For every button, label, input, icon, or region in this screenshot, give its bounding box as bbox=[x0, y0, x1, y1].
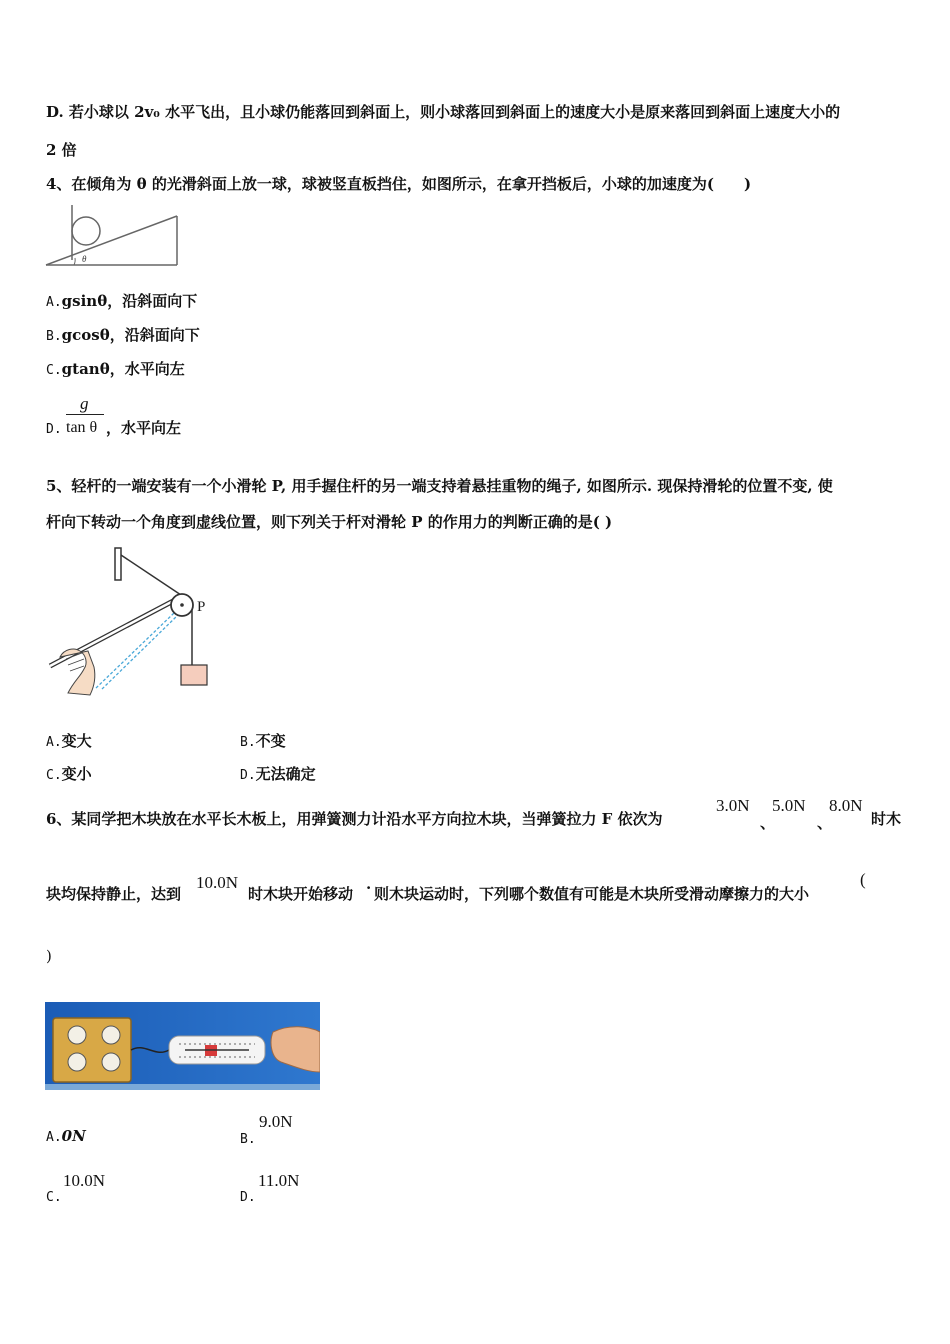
weight-3 bbox=[68, 1053, 86, 1071]
q4-option-a[interactable] bbox=[46, 291, 197, 313]
q6-force-value-3: 8.0N bbox=[829, 796, 863, 815]
q5-option-a[interactable]: A.变大 bbox=[46, 732, 92, 750]
option-text: gcosθ，沿斜面向下 bbox=[61, 326, 200, 344]
q5-stem-line2: 杆向下转动一个角度到虚线位置，则下列关于杆对滑轮 P 的作用力的判断正确的是( ) bbox=[46, 513, 613, 531]
q3-option-d-line1: D. 若小球以 2v₀ 水平飞出，且小球仍能落回到斜面上，则小球落回到斜面上的速度大小是原来落回到斜面上速度大小的 bbox=[46, 103, 841, 121]
option-text: gtanθ，水平向左 bbox=[61, 360, 185, 378]
q6-stem-line2-mid: 时木块开始移动 bbox=[248, 885, 354, 903]
q5-option-b[interactable]: B.不变 bbox=[240, 732, 286, 750]
q6-stem-line1-end: 时木 bbox=[871, 810, 902, 828]
q6-stem-line2-end: 则木块运动时，下列哪个数值有可能是木块所受滑动摩擦力的大小 bbox=[374, 885, 810, 903]
q5-pulley-figure bbox=[44, 545, 219, 697]
q6-option-d[interactable]: D. bbox=[240, 1190, 256, 1205]
q6-photo-spring-scale bbox=[45, 1002, 320, 1090]
q6-force-value-2: 5.0N bbox=[772, 796, 806, 815]
option-label: A. bbox=[46, 295, 62, 310]
q6-sep-1: 、 bbox=[760, 814, 776, 832]
q4-option-d[interactable] bbox=[46, 418, 62, 440]
q6-option-a[interactable]: A.0N bbox=[46, 1127, 86, 1145]
q5-option-d[interactable]: D.无法确定 bbox=[240, 765, 316, 783]
q6-paren-open: ( bbox=[860, 870, 866, 889]
weight-4 bbox=[102, 1053, 120, 1071]
dashed-rod-a bbox=[96, 613, 174, 688]
dashed-rod-b bbox=[102, 615, 178, 689]
fraction-bar bbox=[66, 414, 104, 415]
pulley-label: P bbox=[197, 599, 206, 615]
q6-stem-line2: 块均保持静止，达到 bbox=[46, 885, 182, 903]
q6-dot: · bbox=[366, 879, 372, 897]
weight-block bbox=[181, 665, 207, 685]
q6-stem-line1: 6、某同学把木块放在水平长木板上，用弹簧测力计沿水平方向拉木块，当弹簧拉力 F 依次为 bbox=[46, 810, 663, 828]
q6-option-b-value: 9.0N bbox=[259, 1112, 293, 1131]
theta-label: θ bbox=[82, 254, 87, 264]
q6-option-c[interactable]: C. bbox=[46, 1190, 62, 1205]
q3-option-d-line2: 2 倍 bbox=[46, 141, 77, 159]
incline-slope bbox=[46, 216, 177, 265]
wall-mount bbox=[115, 548, 121, 580]
q6-option-d-value: 11.0N bbox=[258, 1171, 300, 1190]
q6-force-value-4: 10.0N bbox=[196, 873, 239, 892]
option-label: D. bbox=[46, 422, 62, 437]
q6-paren-close: ) bbox=[46, 947, 52, 965]
q4-option-b[interactable] bbox=[46, 325, 200, 347]
rope-upper bbox=[121, 555, 184, 597]
q5-stem-line1: 5、轻杆的一端安装有一个小滑轮 P, 用手握住杆的另一端支持着悬挂重物的绳子, 如图所示. 现保持滑轮的位置不变, 使 bbox=[46, 477, 833, 495]
wooden-block bbox=[53, 1018, 131, 1082]
fraction-numerator: g bbox=[80, 394, 89, 413]
q4-option-c[interactable] bbox=[46, 359, 185, 381]
q6-sep-2: 、 bbox=[817, 814, 833, 832]
ball bbox=[72, 217, 100, 245]
q5-option-c[interactable]: C.变小 bbox=[46, 765, 92, 783]
weight-1 bbox=[68, 1026, 86, 1044]
fraction-denominator: tan θ bbox=[66, 419, 98, 436]
q6-option-c-value: 10.0N bbox=[63, 1171, 106, 1190]
q4-incline-figure bbox=[44, 202, 180, 270]
q6-option-b[interactable]: B. bbox=[240, 1132, 256, 1147]
pulley-axle bbox=[180, 603, 184, 607]
option-label: B. bbox=[46, 329, 62, 344]
hand bbox=[60, 649, 95, 695]
q6-force-value-1: 3.0N bbox=[716, 796, 750, 815]
weight-2 bbox=[102, 1026, 120, 1044]
option-text: gsinθ，沿斜面向下 bbox=[61, 292, 198, 310]
rod-inner bbox=[50, 599, 177, 666]
angle-arc bbox=[74, 258, 75, 265]
option-label: C. bbox=[46, 363, 62, 378]
photo-table-edge bbox=[45, 1084, 320, 1090]
q4-option-d-text: ，水平向左 bbox=[106, 419, 182, 437]
q4-stem: 4、在倾角为 θ 的光滑斜面上放一球，球被竖直板挡住，如图所示，在拿开挡板后，小球的加速度为( ) bbox=[46, 175, 752, 193]
